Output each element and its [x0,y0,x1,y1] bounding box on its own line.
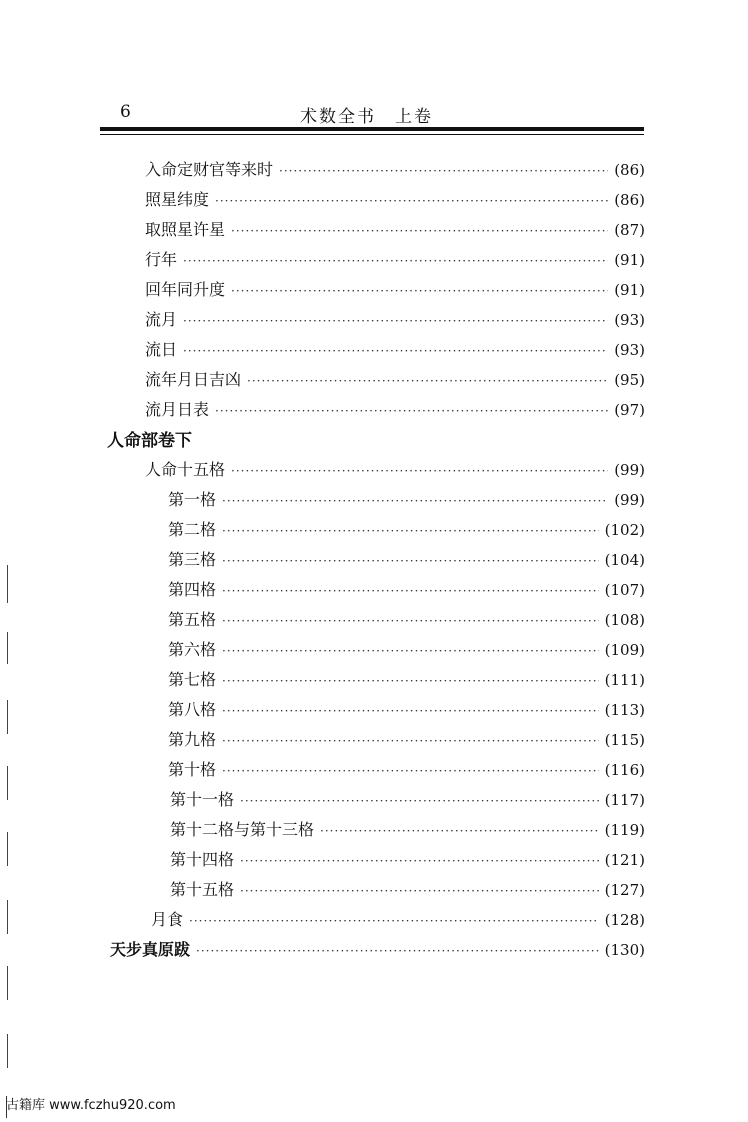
toc-entry-title: 流月日表 [145,400,210,419]
toc-entry-title: 入命定财官等来时 [145,160,274,179]
toc-entry-page: (116) [604,761,645,779]
toc-entry-page: (86) [614,161,645,179]
toc-entry-title: 照星纬度 [145,190,210,209]
toc-entry-title: 第十格 [168,760,217,779]
toc-entry[interactable] [170,876,645,904]
toc-entry[interactable] [145,366,645,394]
toc-entry-page: (107) [604,581,645,599]
toc-entry-title: 第九格 [168,730,217,749]
toc-entry[interactable] [145,396,645,424]
toc-entry-title: 第五格 [168,610,217,629]
page-number: 6 [120,102,131,122]
toc-leader-dots [231,217,608,245]
toc-leader-dots [222,607,599,635]
toc-entry-title: 第四格 [168,580,217,599]
toc-leader-dots [189,907,599,935]
toc-entry-page: (97) [614,401,645,419]
toc-entry[interactable] [168,576,645,604]
toc-entry-title: 流日 [145,340,178,359]
toc-entry-page: (113) [604,701,645,719]
toc-leader-dots [247,367,608,395]
toc-leader-dots [240,787,599,815]
toc-entry-page: (104) [604,551,645,569]
toc-leader-dots [279,157,608,185]
toc-entry[interactable] [170,846,645,874]
toc-entry-title: 第六格 [168,640,217,659]
toc-entry-page: (108) [604,611,645,629]
toc-leader-dots [320,817,599,845]
toc-entry-page: (115) [604,731,645,749]
toc-entry-page: (121) [604,851,645,869]
toc-entry-page: (95) [614,371,645,389]
toc-entry[interactable] [170,816,645,844]
toc-entry-page: (91) [614,251,645,269]
toc-entry-page: (99) [614,461,645,479]
toc-entry[interactable] [145,336,645,364]
toc-leader-dots [240,877,599,905]
toc-entry[interactable] [145,216,645,244]
toc-entry-title: 第二格 [168,520,217,539]
scan-edge-mark [7,966,8,1000]
toc-entry-title: 第十五格 [170,880,235,899]
toc-entry-page: (119) [604,821,645,839]
scan-edge-mark [7,1034,8,1068]
toc-leader-dots [222,487,608,515]
scan-edge-mark [7,565,8,603]
toc-leader-dots [222,667,599,695]
toc-entry[interactable] [168,756,645,784]
scan-edge-mark [7,900,8,934]
toc-leader-dots [222,577,599,605]
section-heading[interactable]: 人命部卷下 [107,431,192,451]
toc-leader-dots [215,397,608,425]
toc-entry-title: 取照星许星 [145,220,226,239]
toc-entry[interactable] [145,306,645,334]
toc-entry-title: 流月 [145,310,178,329]
toc-entry-title: 天步真原跋 [110,940,191,959]
toc-entry[interactable] [145,156,645,184]
toc-entry[interactable] [168,606,645,634]
toc-entry-page: (87) [614,221,645,239]
toc-entry-page: (128) [604,911,645,929]
toc-entry-title: 第十四格 [170,850,235,869]
toc-entry-title: 人命十五格 [145,460,226,479]
toc-entry-page: (86) [614,191,645,209]
toc-leader-dots [196,937,599,965]
toc-leader-dots [222,727,599,755]
running-title: 术数全书 上卷 [300,107,433,127]
toc-entry-page: (99) [614,491,645,509]
toc-entry-title: 第十一格 [170,790,235,809]
toc-entry-title: 回年同升度 [145,280,226,299]
toc-entry[interactable] [145,186,645,214]
toc-leader-dots [231,457,608,485]
toc-entry-title: 月食 [151,910,184,929]
toc-entry[interactable] [168,546,645,574]
scan-edge-mark [7,700,8,734]
toc-leader-dots [222,637,599,665]
toc-entry-title: 流年月日吉凶 [145,370,242,389]
toc-entry-page: (109) [604,641,645,659]
toc-leader-dots [183,307,608,335]
toc-entry-title: 第十二格与第十三格 [170,820,315,839]
toc-entry[interactable] [168,636,645,664]
toc-leader-dots [231,277,608,305]
toc-leader-dots [240,847,599,875]
toc-leader-dots [183,337,608,365]
toc-entry[interactable] [168,516,645,544]
toc-entry-page: (93) [614,341,645,359]
toc-entry-title: 第八格 [168,700,217,719]
toc-leader-dots [183,247,608,275]
toc-entry-page: (91) [614,281,645,299]
scan-edge-mark [7,632,8,664]
toc-entry[interactable] [168,726,645,754]
toc-leader-dots [215,187,608,215]
watermark: 古籍库 www.fczhu920.com [6,1098,176,1113]
toc-leader-dots [222,517,599,545]
toc-entry-page: (93) [614,311,645,329]
toc-entry-page: (130) [604,941,645,959]
toc-entry-title: 第七格 [168,670,217,689]
toc-entry[interactable] [168,486,645,514]
toc-entry-title: 行年 [145,250,178,269]
toc-leader-dots [222,547,599,575]
toc-entry-page: (127) [604,881,645,899]
scan-edge-mark [7,832,8,866]
toc-entry[interactable] [168,696,645,724]
toc-entry-page: (111) [604,671,645,689]
toc-entry[interactable] [145,246,645,274]
toc-entry-title: 第一格 [168,490,217,509]
toc-entry[interactable] [151,906,645,934]
toc-leader-dots [222,757,599,785]
toc-entry-page: (117) [604,791,645,809]
toc-entry-page: (102) [604,521,645,539]
toc-entry[interactable] [110,936,645,964]
toc-entry[interactable] [168,666,645,694]
scan-edge-mark [7,766,8,800]
toc-entry-title: 第三格 [168,550,217,569]
toc-entry[interactable] [145,456,645,484]
toc-leader-dots [222,697,599,725]
toc-entry[interactable] [145,276,645,304]
toc-entry[interactable] [170,786,645,814]
